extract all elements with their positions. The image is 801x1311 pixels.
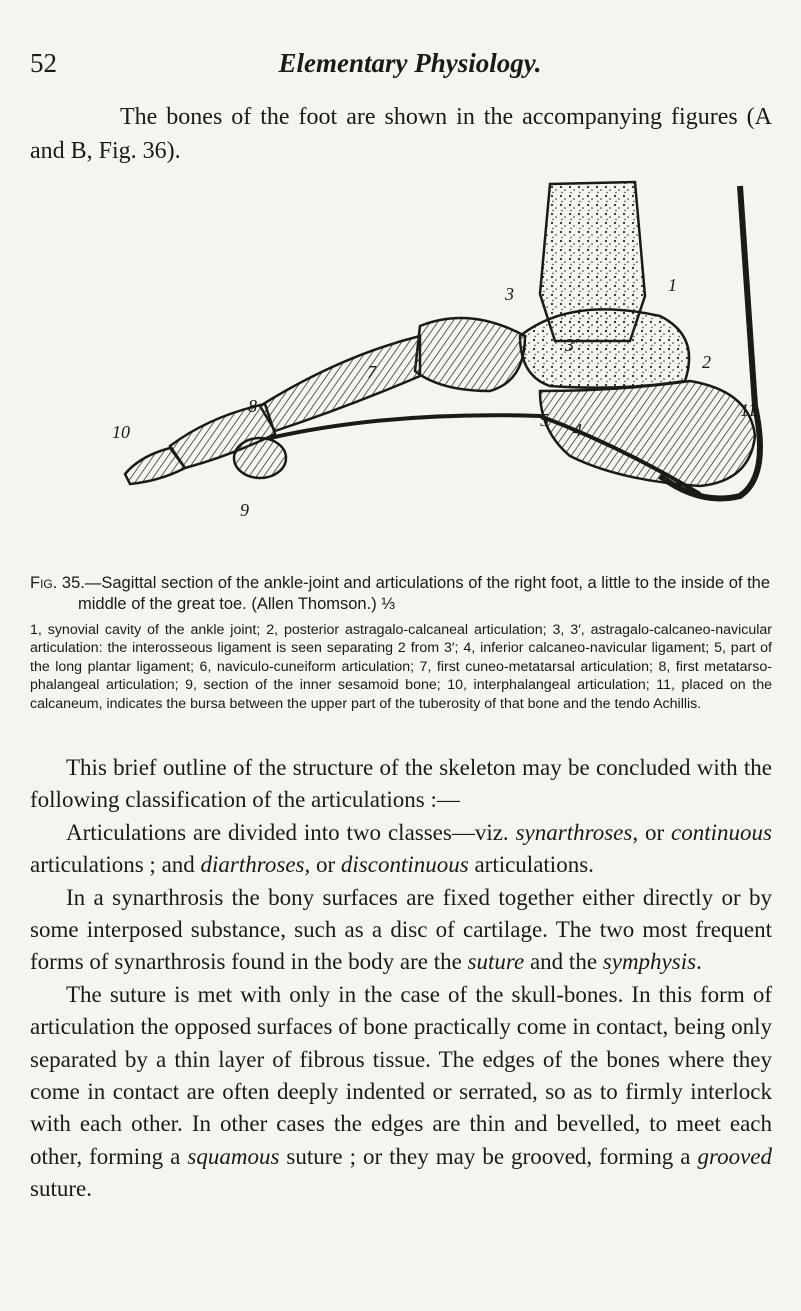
figure-caption [30,573,772,713]
text-run: In a synarthrosis the bony surfaces are fixed together either directly or by some interposed substance, such as a disc of cartilage. The two most frequent forms of synarthrosis found in the body are the [30,884,772,975]
text-run: suture. [30,1176,92,1202]
text-run: , or [632,819,672,845]
figure-label: 8 [248,396,257,416]
foot-section-illustration [100,176,790,564]
figure-label: 10 [112,422,130,442]
text-run: . [696,949,702,975]
paragraph-outline: This brief outline of the structure of the skeleton may be concluded with the following classification of the articulations :— [30,755,772,813]
caption-figure-number: Fig. 35. [30,574,85,592]
foot-section-figure [100,176,790,564]
running-title: Elementary Physiology. [278,48,542,78]
figure-label: 4 [573,420,582,440]
text-run: articulations. [468,852,594,878]
text-run: and the [524,949,603,975]
figure-label: 5 [540,410,549,430]
term-squamous: squamous [187,1143,280,1169]
text-run: The suture is met with only in the case of the skull-bones. In this form of articulation the opposed surfaces of bone practically come in contact, being only separated by a thin layer of fibrous tissue. The edges of the bones where they come in contact are often deeply indented or serrated, so as to firmly interlock with each other. In other cases the edges are thin and bevelled, to meet each other, forming a [30,981,772,1169]
paragraph-synarthrosis [30,882,772,979]
page-header [30,48,790,88]
figure-label: 7 [367,362,376,382]
page-number: 52 [30,48,57,78]
body-text [30,752,772,1206]
figure-label: 1 [668,275,677,295]
figure-label: 9 [240,500,249,520]
intro-paragraph: The bones of the foot are shown in the accompanying figures (A and B, Fig. 36). [30,104,772,164]
term-grooved: grooved [697,1143,772,1169]
figure-label: 2 [702,352,711,372]
term-symphysis: symphysis [602,949,697,975]
figure-label: 11 [740,400,757,420]
text-run: , or [304,852,341,878]
figure-label: 3 [505,284,514,304]
text-run: suture ; or they may be grooved, forming a [279,1143,698,1169]
caption-title-text: —Sagittal section of the ankle-joint and articulations of the right foot, a little to the inside of the middle of the great toe. (Allen Thomson.) ⅓ [78,574,771,613]
term-discontinuous: discontinuous [340,852,469,878]
figure-label: 3′ [565,335,578,355]
term-synarthroses: synarthroses [515,819,633,845]
paragraph-suture [30,979,772,1206]
text-run: articulations ; and [30,852,201,878]
term-diarthroses: diarthroses [200,852,305,878]
term-suture: suture [467,949,525,975]
paragraph-classes [30,817,772,882]
caption-title [30,573,772,615]
text-run: Articulations are divided into two classes—viz. [66,819,516,845]
caption-legend: 1, synovial cavity of the ankle joint; 2, posterior astragalo-calcaneal articulation; 3, 3′, astragalo-calcaneo-navicular articulation: the interosseous ligament is seen separating 2 from 3′; 4, inferior calcaneo-navicular ligament; 5, part of the long plantar ligament; 6, naviculo-cuneiform articulation; 7, first cuneo-metatarsal articulation; 8, first metatarso-phalangeal articulation; 9, section of the inner sesamoid bone; 10, interphalangeal articulation; 11, placed on the calcaneum, indicates the bursa between the upper part of the tuberosity of that bone and the tendo Achillis. [30,622,772,712]
term-continuous: continuous [671,819,772,845]
